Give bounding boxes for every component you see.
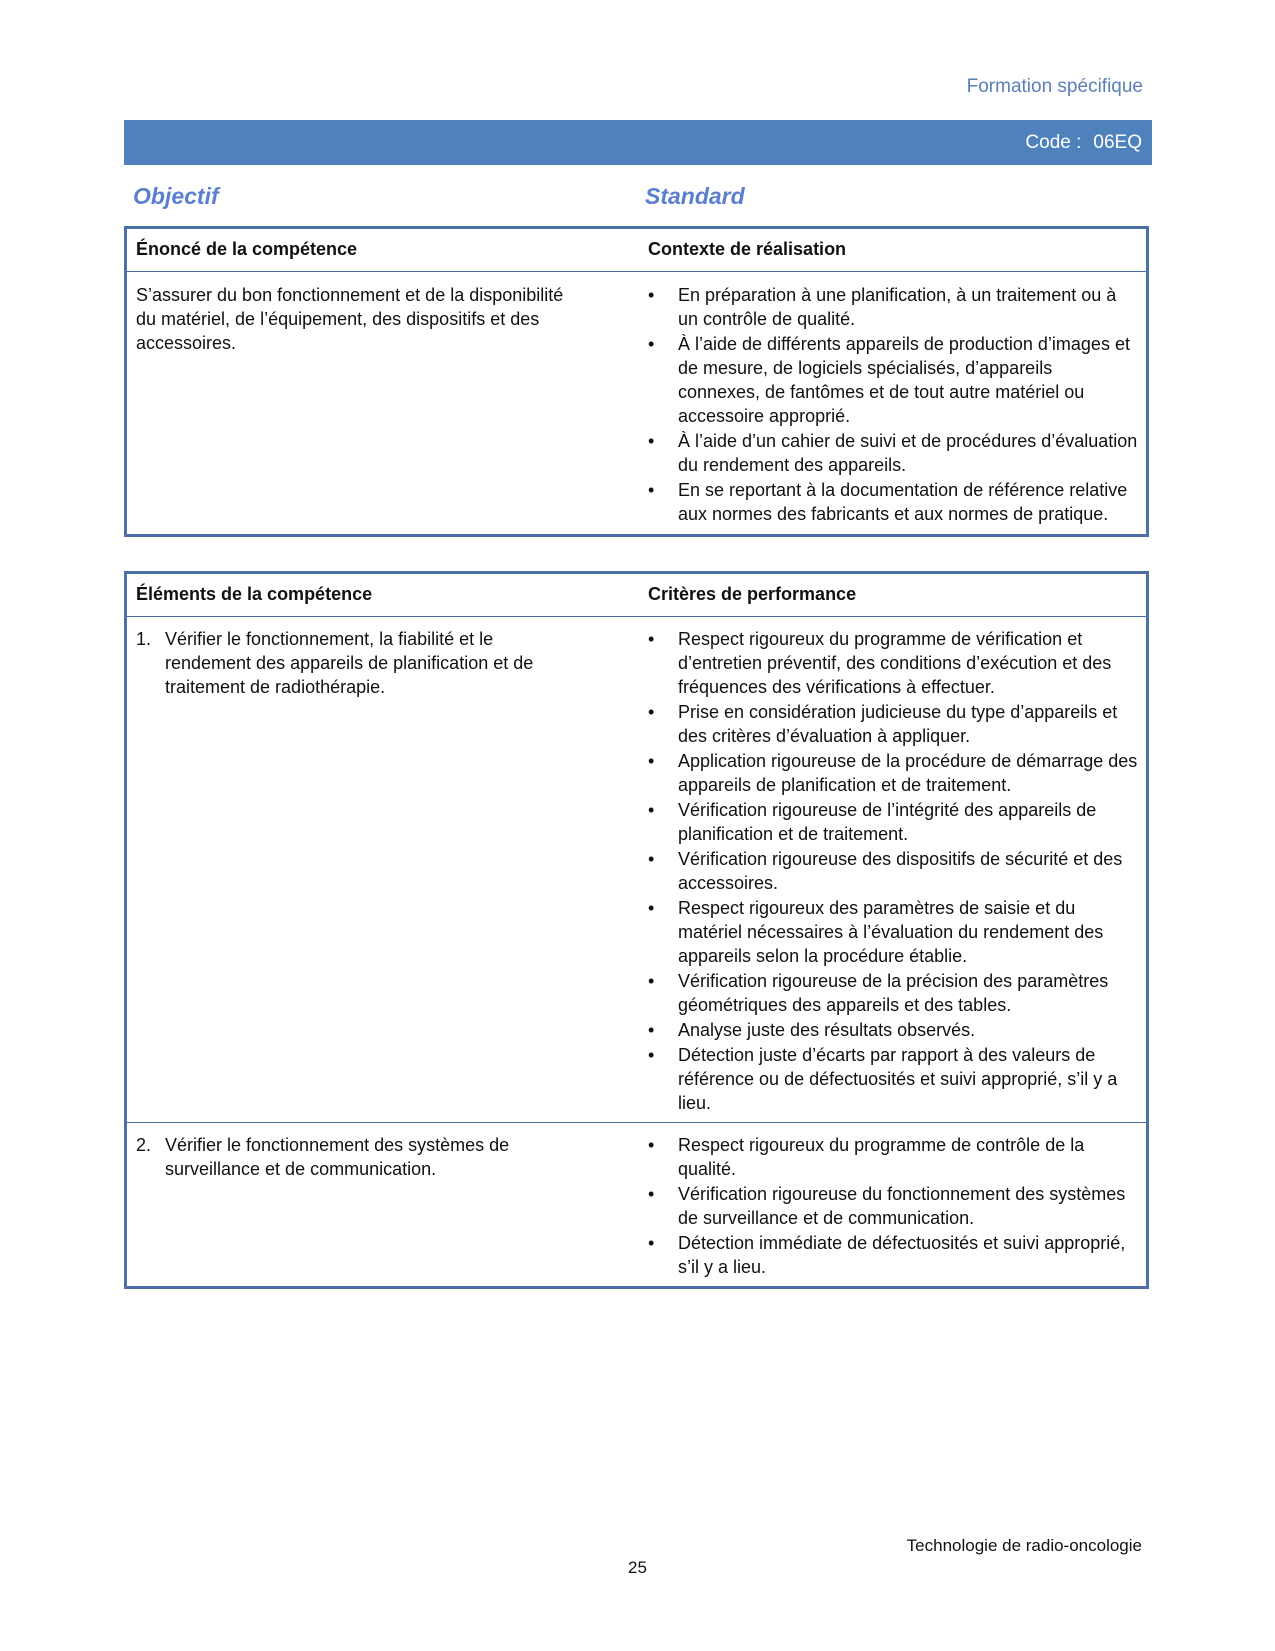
criteria-item: • Détection juste d’écarts par rapport à des valeurs de référence ou de défectuosités et suivi approprié, s’il y a lieu.	[648, 1043, 1138, 1115]
objectif-title: Objectif	[133, 183, 219, 209]
code-value: 06EQ	[1093, 132, 1142, 153]
criteria-col	[648, 1133, 1138, 1279]
criteria-item: • Vérification rigoureuse de la précision des paramètres géométriques des appareils et des tables.	[648, 969, 1138, 1017]
box1-header	[127, 229, 1146, 272]
performance-criteria-box	[124, 571, 1149, 1289]
criteria-col	[648, 627, 1138, 1115]
contexte-col	[648, 283, 1138, 526]
contexte-heading: Contexte de réalisation	[648, 239, 847, 259]
element-text: Vérifier le fonctionnement des systèmes de surveillance et de communication.	[165, 1135, 510, 1179]
contexte-item: • À l’aide de différents appareils de production d’images et de mesure, de logiciels spécialisés, d’appareils connexes, de fantômes et de tout autre matériel ou accessoire approprié.	[648, 332, 1138, 428]
code-text	[1013, 132, 1142, 154]
element-item	[136, 1133, 576, 1181]
element-item	[136, 627, 576, 699]
element-number: 2.	[136, 1135, 152, 1155]
criteria-item: • Prise en considération judicieuse du type d’appareils et des critères d’évaluation à appliquer.	[648, 700, 1138, 748]
code-banner	[124, 120, 1152, 165]
criteria-item: • Application rigoureuse de la procédure de démarrage des appareils de planification et de traitement.	[648, 749, 1138, 797]
criteria-item: • Vérification rigoureuse de l’intégrité des appareils de planification et de traitement.	[648, 798, 1138, 846]
criteria-item: • Détection immédiate de défectuosités et suivi approprié, s’il y a lieu.	[648, 1231, 1138, 1279]
criteria-item: • Respect rigoureux du programme de contrôle de la qualité.	[648, 1133, 1138, 1181]
criteria-item: • Vérification rigoureuse des dispositifs de sécurité et des accessoires.	[648, 847, 1138, 895]
criteria-list	[648, 1133, 1138, 1279]
page-number: 25	[628, 1558, 647, 1577]
contexte-item: • En préparation à une planification, à un traitement ou à un contrôle de qualité.	[648, 283, 1138, 331]
contexte-list	[648, 283, 1138, 526]
criteria-item: • Respect rigoureux des paramètres de saisie et du matériel nécessaires à l’évaluation du rendement des appareils selon la procédure établie.	[648, 896, 1138, 968]
enonce-text: S’assurer du bon fonctionnement et de la disponibilité du matériel, de l’équipement, des dispositifs et des accessoires.	[136, 285, 564, 353]
code-label: Code :	[1025, 132, 1082, 153]
element-text: Vérifier le fonctionnement, la fiabilité et le rendement des appareils de planification et de traitement de radiothérapie.	[165, 629, 534, 697]
criteria-list	[648, 627, 1138, 1115]
box2-rows	[127, 617, 1146, 1286]
footer-program: Technologie de radio-oncologie	[906, 1536, 1142, 1555]
elements-heading: Éléments de la compétence	[136, 584, 373, 604]
criteria-row	[127, 1122, 1146, 1286]
standard-title: Standard	[645, 183, 745, 209]
criteres-heading: Critères de performance	[648, 584, 857, 604]
box1-row	[127, 272, 1146, 534]
criteria-item: • Vérification rigoureuse du fonctionnement des systèmes de surveillance et de communication.	[648, 1182, 1138, 1230]
criteria-row	[127, 617, 1146, 1122]
competency-statement-box	[124, 226, 1149, 537]
criteria-item: • Respect rigoureux du programme de vérification et d’entretien préventif, des conditions d’exécution et des fréquences des vérifications à effectuer.	[648, 627, 1138, 699]
box2-header	[127, 574, 1146, 617]
element-number: 1.	[136, 629, 152, 649]
contexte-item: • À l’aide d’un cahier de suivi et de procédures d’évaluation du rendement des appareils.	[648, 429, 1138, 477]
program-type-title: Formation spécifique	[966, 76, 1143, 97]
contexte-item: • En se reportant à la documentation de référence relative aux normes des fabricants et aux normes de pratique.	[648, 478, 1138, 526]
criteria-item: • Analyse juste des résultats observés.	[648, 1018, 1138, 1042]
enonce-heading: Énoncé de la compétence	[136, 239, 358, 259]
